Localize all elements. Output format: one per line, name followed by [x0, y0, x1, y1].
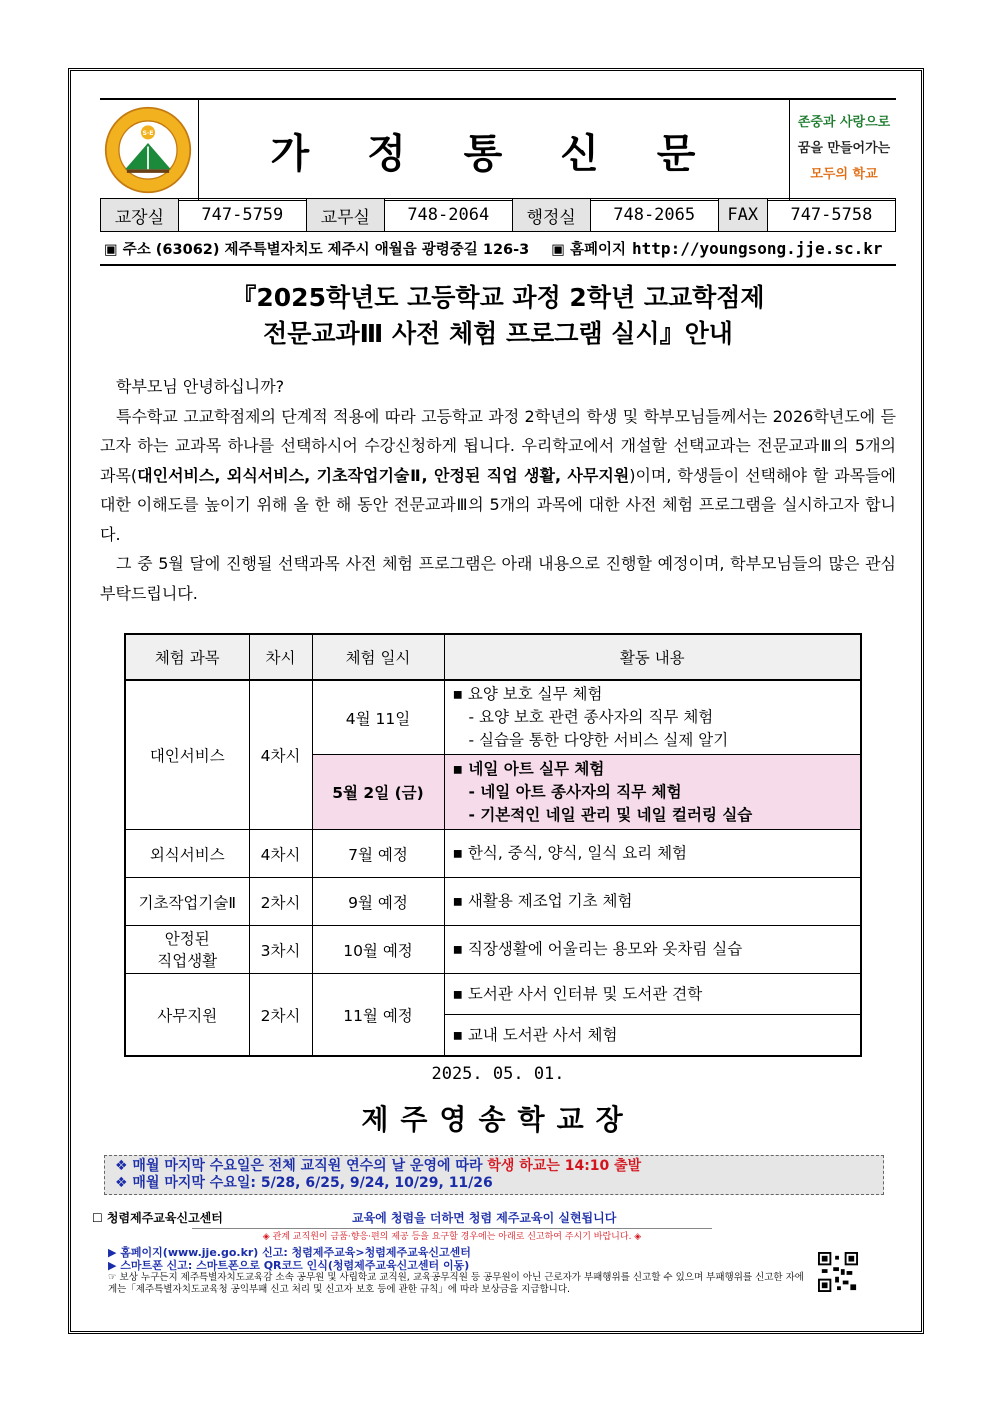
notice-box [104, 1155, 884, 1195]
greeting: 학부모님 안녕하십니까? [116, 377, 285, 396]
homepage-link[interactable]: http://youngsong.jje.sc.kr [632, 238, 883, 258]
slogan-line-2: 꿈을 만들어가는 [797, 141, 891, 156]
title-line-2: 전문교과Ⅲ 사전 체험 프로그램 실시』안내 [263, 319, 733, 348]
activity-item: ▪ 요양 보호 실무 체험 [452, 685, 603, 703]
table-row [125, 926, 861, 974]
activity-cell: ▪ 교내 도서관 사서 체험 [444, 1015, 861, 1057]
letter-body [100, 372, 896, 608]
date-cell: 5월 2일 (금) [312, 755, 444, 830]
svg-text:S·E: S·E [142, 130, 154, 138]
activity-cell: ▪ 직장생활에 어울리는 용모와 옷차림 실습 [444, 926, 861, 974]
paragraph-1-text-end: )이며, 학생들이 선택해야 할 과목들에 대한 이해도를 높이기 위해 올 한 해 동안 전문교과Ⅲ의 5개의 과목에 대한 사전 체험 프로그램을 실시하고자 합니다. [100, 465, 896, 544]
header-cell: 활동 내용 [444, 634, 861, 680]
notice-line-2: ❖ 매월 마지막 수요일: 5/28, 6/25, 9/24, 10/29, 11/26 [115, 1175, 493, 1191]
report-smartphone: ▶ 스마트폰 신고: 스마트폰으로 QR코드 인식(청렴제주교육신고센터 이동) [108, 1259, 470, 1272]
activity-cell [444, 680, 861, 755]
activity-subitem: - 요양 보호 관련 종사자의 직무 체험 [468, 708, 714, 726]
activity-item: ▪ 네일 아트 실무 체험 [452, 759, 605, 778]
subject-cell: 대인서비스 [125, 680, 249, 830]
subject-cell [125, 926, 249, 974]
activity-cell: ▪ 새활용 제조업 기초 체험 [444, 878, 861, 926]
sessions-cell: 2차시 [249, 974, 312, 1057]
date-cell: 11월 예정 [312, 974, 444, 1057]
table-row [125, 830, 861, 878]
sessions-cell: 4차시 [249, 680, 312, 830]
date-cell: 4월 11일 [312, 680, 444, 755]
homepage-label: ▣ 홈페이지 [551, 241, 627, 258]
contact-value: 748-2065 [590, 199, 718, 232]
contact-label: FAX [718, 199, 767, 232]
qr-code-icon[interactable] [818, 1252, 858, 1292]
newsletter-title: 가 정 통 신 문 [198, 100, 790, 200]
sessions-cell: 4차시 [249, 830, 312, 878]
report-center-title: ☐ 청렴제주교육신고센터 [92, 1211, 223, 1225]
activity-subitem: - 실습을 통한 다양한 서비스 실제 알기 [468, 731, 729, 749]
contact-table [100, 198, 896, 232]
letterhead [100, 98, 896, 201]
header-cell: 체험 과목 [125, 634, 249, 680]
activity-subitem: - 기본적인 네일 관리 및 네일 컬러링 실습 [468, 805, 753, 824]
subject-line: 안정된 [164, 929, 210, 948]
notice-line-1 [115, 1158, 883, 1175]
issue-date: 2025. 05. 01. [431, 1064, 565, 1084]
contact-value: 747-5758 [767, 199, 895, 232]
sessions-cell: 2차시 [249, 878, 312, 926]
notice-highlight: 학생 하교는 14:10 출발 [487, 1158, 642, 1174]
subject-cell: 사무지원 [125, 974, 249, 1057]
activity-cell [444, 755, 861, 830]
subject-cell: 기초작업기술Ⅱ [125, 878, 249, 926]
paragraph-1-text: 특수학교 고교학점제의 단계적 적용에 따라 고등학교 과정 2학년의 학생 및 학부모님들께서는 2026학년도에 듣고자 하는 교과목 하나를 선택하시어 수강신청하게 됩니다. 우리학교에서 개설할 선택교과는 전문교과Ⅲ의 5개의 과목( [100, 406, 896, 485]
principal-signature: 제주영송학교장 [361, 1103, 635, 1136]
activity-cell: ▪ 한식, 중식, 양식, 일식 요리 체험 [444, 830, 861, 878]
activity-subitem: - 네일 아트 종사자의 직무 체험 [468, 782, 682, 801]
paragraph-2: 그 중 5월 달에 진행될 선택과목 사전 체험 프로그램은 아래 내용으로 진행할 예정이며, 학부모님들의 많은 관심 부탁드립니다. [100, 554, 896, 603]
report-center-header [92, 1209, 888, 1226]
address-line [100, 232, 896, 266]
contact-value: 748-2064 [384, 199, 512, 232]
header-cell: 체험 일시 [312, 634, 444, 680]
contact-value: 747-5759 [178, 199, 306, 232]
date-cell: 10월 예정 [312, 926, 444, 974]
table-row [125, 878, 861, 926]
school-logo-icon [104, 106, 192, 194]
header-cell: 차시 [249, 634, 312, 680]
paragraph-1 [100, 402, 896, 550]
contact-label: 교장실 [101, 199, 179, 232]
subject-cell: 외식서비스 [125, 830, 249, 878]
contact-label: 행정실 [512, 199, 590, 232]
slogan-line-1: 존중과 사랑으로 [797, 115, 891, 130]
notice-text: ❖ 매월 마지막 수요일은 전체 교직원 연수의 날 운영에 따라 [115, 1158, 488, 1174]
report-motto: 교육에 청렴을 더하면 청렴 제주교육이 실현됩니다 [352, 1211, 617, 1225]
title-line-1: 『2025학년도 고등학교 과정 2학년 고교학점제 [231, 283, 765, 312]
school-slogan [792, 110, 896, 188]
report-reward: ☞ 보상 누구든지 제주특별자치도교육감 소속 공무원 및 사립학교 교직원, 교육공무직원 등 공무원이 아닌 근로자가 부패행위를 신고할 수 있으며 부패행위를 신고한 자에게는「제주특별자치도교육청 공익부패 신고 처리 및 신고자 보호 등에 관한 규칙」에 따라 보상금을 지급합니다. [108, 1272, 804, 1295]
activity-cell: ▪ 도서관 사서 인터뷰 및 도서관 견학 [444, 974, 861, 1015]
slogan-line-3: 모두의 학교 [810, 167, 878, 182]
report-note: ◈ 관계 교직원이 금품·향응·편의 제공 등을 요구할 경우에는 아래로 신고하여 주시기 바랍니다. ◈ [192, 1228, 712, 1242]
report-lines [108, 1246, 808, 1296]
table-row [125, 974, 861, 1015]
sessions-cell: 3차시 [249, 926, 312, 974]
address: ▣ 주소 (63062) 제주특별자치도 제주시 애월읍 광령중길 126-3 [104, 241, 530, 258]
document-title [100, 280, 896, 352]
subject-list: 대인서비스, 외식서비스, 기초작업기술Ⅱ, 안정된 직업 생활, 사무지원 [137, 465, 630, 485]
report-homepage[interactable]: ▶ 홈페이지(www.jje.go.kr) 신고: 청렴제주교육>청렴제주교육신고센터 [108, 1246, 471, 1259]
table-row [125, 680, 861, 755]
program-table [124, 633, 862, 1057]
date-cell: 9월 예정 [312, 878, 444, 926]
date-cell: 7월 예정 [312, 830, 444, 878]
subject-line: 직업생활 [157, 951, 218, 970]
contact-label: 교무실 [306, 199, 384, 232]
table-header-row [125, 634, 861, 680]
